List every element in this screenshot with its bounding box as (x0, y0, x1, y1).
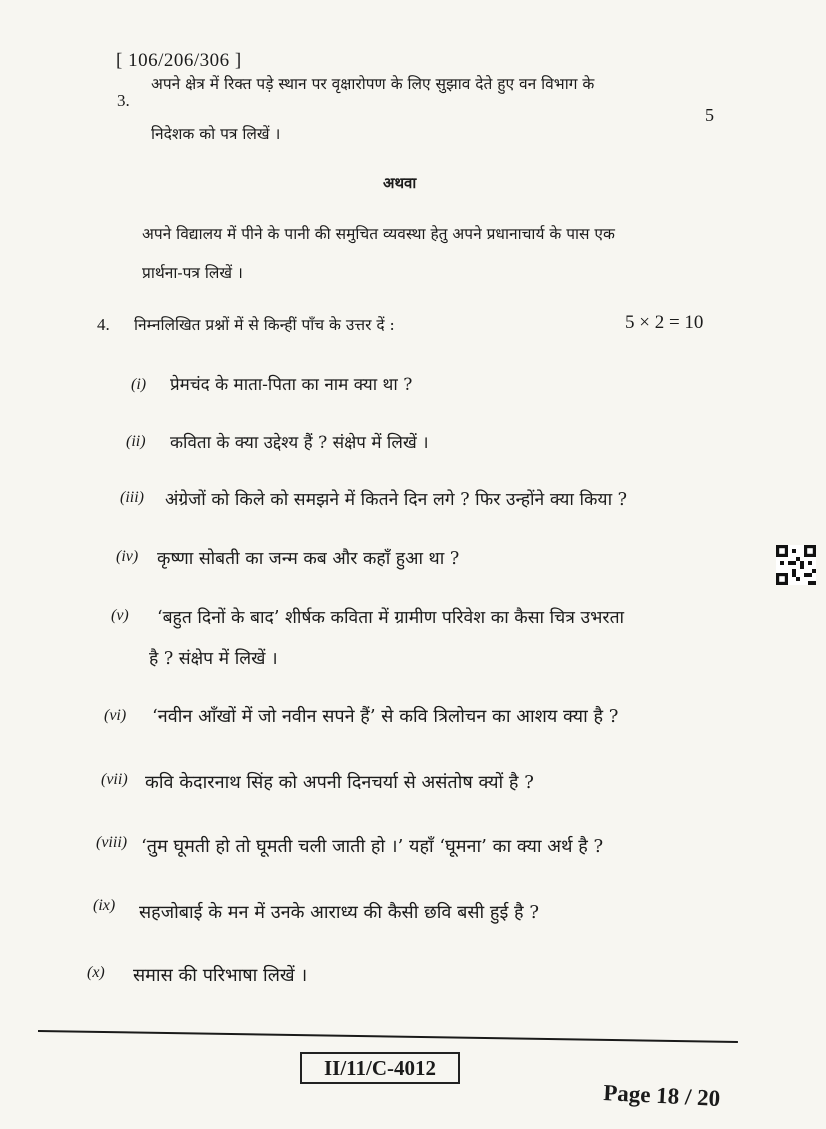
item-number: (v) (111, 607, 129, 624)
list-item: अंग्रेजों को किले को समझने में कितने दिन लगे ? फिर उन्होंने क्या किया ? (165, 490, 628, 510)
list-item: ‘बहुत दिनों के बाद’ शीर्षक कविता में ग्रामीण परिवेश का कैसा चित्र उभरता (157, 608, 625, 628)
list-item: सहजोबाई के मन में उनके आराध्य की कैसी छवि बसी हुई है ? (139, 902, 539, 923)
list-item-continued: है ? संक्षेप में लिखें । (149, 649, 278, 669)
item-number: (vii) (101, 771, 128, 788)
question-3-line2: निदेशक को पत्र लिखें । (151, 125, 281, 143)
question-4-instruction: निम्नलिखित प्रश्नों में से किन्हीं पाँच के उत्तर दें : (134, 316, 395, 334)
item-number: (ix) (93, 897, 116, 914)
set-code-box: II/11/C-4012 (300, 1052, 460, 1084)
item-number: (iv) (116, 548, 139, 565)
question-4-number: 4. (97, 315, 110, 334)
question-3-marks: 5 (705, 105, 714, 125)
page-number: Page 18 / 20 (602, 1080, 721, 1112)
qr-code-icon (776, 545, 816, 585)
or-label: अथवा (383, 174, 417, 192)
item-number: (vi) (104, 707, 127, 724)
question-3-alt-line2: प्रार्थना-पत्र लिखें । (142, 264, 243, 282)
item-number: (ii) (126, 433, 146, 450)
question-4-marks: 5 × 2 = 10 (625, 312, 704, 333)
item-number: (i) (131, 376, 147, 393)
question-3-alt-line1: अपने विद्यालय में पीने के पानी की समुचित व्यवस्था हेतु अपने प्रधानाचार्य के पास एक (142, 225, 615, 243)
paper-code: [ 106/206/306 ] (116, 50, 242, 71)
item-number: (x) (87, 964, 105, 981)
list-item: कृष्णा सोबती का जन्म कब और कहाँ हुआ था ? (157, 549, 460, 569)
item-number: (iii) (120, 489, 144, 506)
list-item: कवि केदारनाथ सिंह को अपनी दिनचर्या से असंतोष क्यों है ? (145, 772, 534, 793)
list-item: ‘तुम घूमती हो तो घूमती चली जाती हो ।’ यहाँ ‘घूमना’ का क्या अर्थ है ? (141, 836, 604, 857)
list-item: प्रेमचंद के माता-पिता का नाम क्या था ? (170, 375, 413, 395)
question-3-number: 3. (117, 91, 130, 110)
footer-divider (38, 1030, 738, 1043)
list-item: कविता के क्या उद्देश्य हैं ? संक्षेप में लिखें । (170, 433, 429, 453)
list-item: समास की परिभाषा लिखें । (133, 965, 308, 986)
question-3-line1: अपने क्षेत्र में रिक्त पड़े स्थान पर वृक्षारोपण के लिए सुझाव देते हुए वन विभाग के (151, 75, 595, 93)
list-item: ‘नवीन आँखों में जो नवीन सपने हैं’ से कवि त्रिलोचन का आशय क्या है ? (152, 706, 619, 727)
item-number: (viii) (96, 834, 128, 851)
